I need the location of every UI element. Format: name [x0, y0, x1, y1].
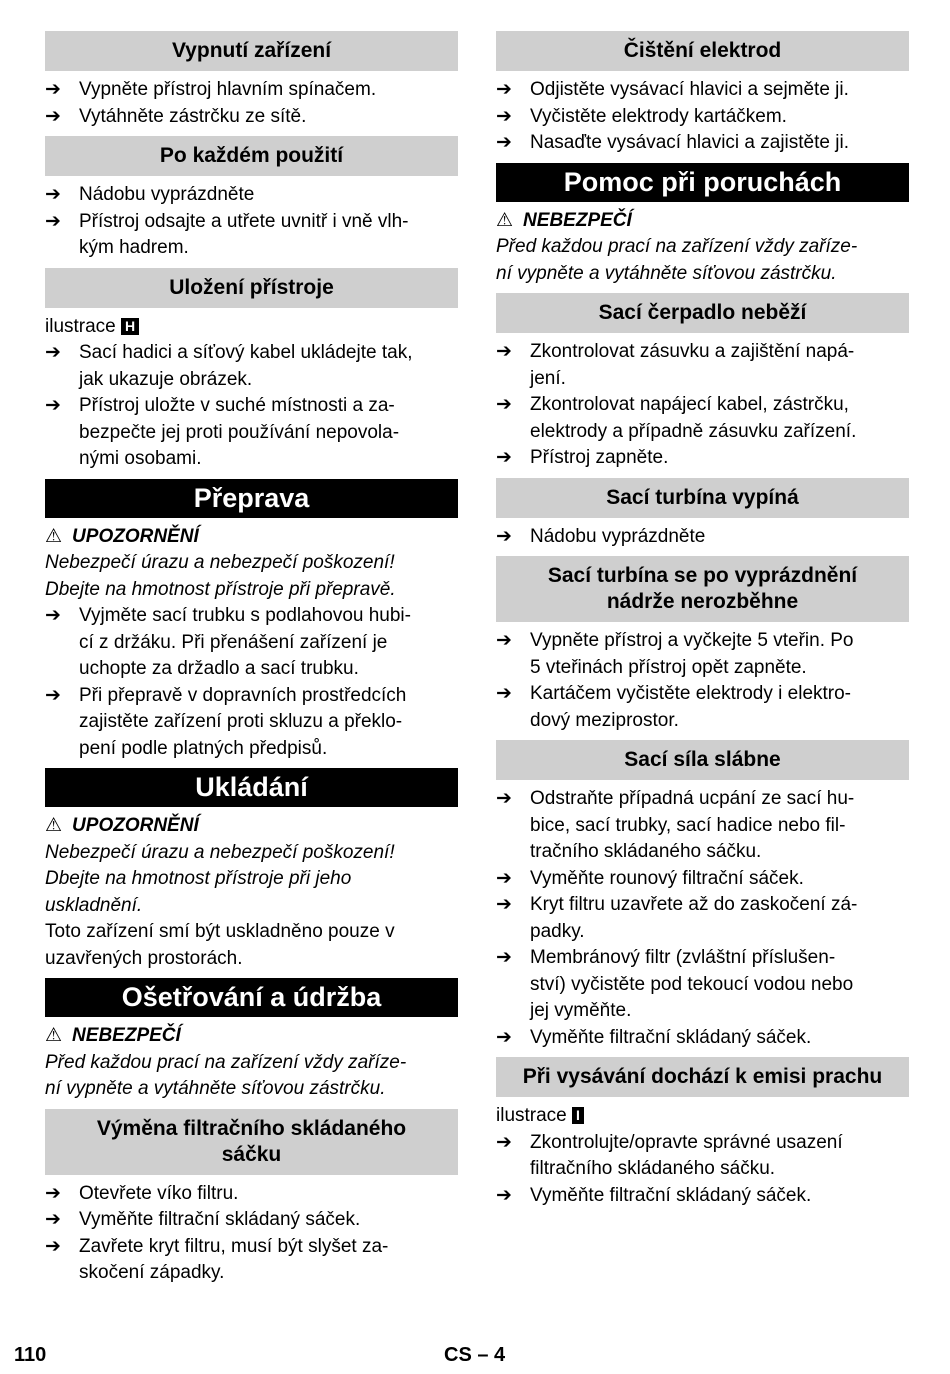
list-item: ➔ Při přepravě v dopravních prostředcích	[45, 683, 458, 710]
illustration-ref: ilustrace H	[45, 314, 458, 341]
heading-pomoc-pri-poruchach: Pomoc při poruchách	[496, 163, 909, 202]
warning-label: ⚠ UPOZORNĚNÍ	[45, 525, 199, 547]
heading-emise-prachu: Při vysávání dochází k emisi prachu	[496, 1057, 909, 1097]
illustration-letter: H	[121, 318, 139, 335]
list-item: ➔ Kryt filtru uzavřete až do zaskočení zá-	[496, 892, 909, 919]
heading-preprava: Přeprava	[45, 479, 458, 518]
list-item-continued: jení.	[530, 367, 566, 389]
arrow-icon: ➔	[496, 867, 512, 889]
list-item: ➔ Zkontrolovat zásuvku a zajištění napá-	[496, 339, 909, 366]
arrow-icon: ➔	[45, 184, 61, 205]
list-item-continued: filtračního skládaného sáčku.	[530, 1158, 776, 1179]
list-item-continued: dový meziprostor.	[530, 709, 679, 731]
arrow-icon: ➔	[45, 79, 61, 100]
heading-saci-sila-slabne: Sací síla slábne	[496, 740, 909, 780]
heading-ukladani: Ukládání	[45, 768, 458, 807]
list-item: ➔ Vypněte přístroj a vyčkejte 5 vteřin. Po	[496, 628, 909, 655]
arrow-icon: ➔	[496, 79, 512, 100]
heading-osetrovani: Ošetřování a údržba	[45, 978, 458, 1017]
arrow-icon: ➔	[45, 395, 61, 416]
heading-saci-turbina-vypina: Sací turbína vypíná	[496, 478, 909, 518]
list-item: ➔ Přístroj odsajte a utřete uvnitř i vně vlh-	[45, 209, 458, 236]
list-item: ➔ Vyměňte filtrační skládaný sáček.	[496, 1183, 909, 1210]
list-item-continued: kým hadrem.	[79, 237, 189, 258]
list-item-continued: padky.	[530, 920, 585, 942]
arrow-icon: ➔	[496, 788, 512, 809]
list-item-continued: bezpečte jej proti používání nepovola-	[79, 421, 400, 443]
arrow-icon: ➔	[496, 394, 512, 415]
warning-text: ní vypněte a vytáhněte síťovou zástrčku.	[45, 1078, 386, 1099]
list-item-continued: uchopte za držadlo a sací trubku.	[79, 658, 359, 679]
warning-text: ní vypněte a vytáhněte síťovou zástrčku.	[496, 262, 837, 284]
arrow-icon: ➔	[496, 341, 512, 362]
warning-label: ⚠ NEBEZPEČÍ	[496, 209, 632, 231]
warning-icon: ⚠	[496, 209, 514, 231]
warning-text: Dbejte na hmotnost přístroje při přepravě.	[45, 578, 396, 600]
arrow-icon: ➔	[45, 605, 61, 626]
arrow-icon: ➔	[496, 1026, 512, 1048]
body-text: uzavřených prostorách.	[45, 947, 243, 969]
list-item: ➔ Zkontrolovat napájecí kabel, zástrčku,	[496, 392, 909, 419]
heading-saci-cerpadlo: Sací čerpadlo neběží	[496, 293, 909, 333]
list-item: ➔ Nasaďte vysávací hlavici a zajistěte ji.	[496, 130, 909, 157]
arrow-icon: ➔	[496, 947, 512, 968]
list-item-continued: cí z držáku. Při přenášení zařízení je	[79, 631, 388, 653]
arrow-icon: ➔	[45, 684, 61, 706]
heading-saci-turbina-nerozbehne: Sací turbína se po vyprázdnění nádrže nerozběhne	[496, 556, 909, 622]
arrow-icon: ➔	[496, 683, 512, 704]
list-item: ➔ Kartáčem vyčistěte elektrody i elektro-	[496, 681, 909, 708]
arrow-icon: ➔	[45, 210, 61, 232]
list-item-continued: jak ukazuje obrázek.	[79, 368, 253, 390]
heading-vypnuti: Vypnutí zařízení	[45, 31, 458, 71]
arrow-icon: ➔	[45, 1182, 61, 1204]
list-item: ➔ Membránový filtr (zvláštní příslušen-	[496, 945, 909, 972]
list-item-continued: pení podle platných předpisů.	[79, 737, 328, 759]
list-item: ➔ Nádobu vyprázdněte	[45, 182, 458, 209]
body-text: Toto zařízení smí být uskladněno pouze v	[45, 921, 395, 942]
arrow-icon: ➔	[496, 630, 512, 651]
warning-label: ⚠ UPOZORNĚNÍ	[45, 815, 199, 836]
warning-text: Dbejte na hmotnost přístroje při jeho	[45, 868, 352, 889]
list-item-continued: jej vyměňte.	[530, 1000, 632, 1021]
warning-text: Před každou prací na zařízení vždy zaříze-	[45, 1051, 407, 1073]
list-item-continued: nými osobami.	[79, 448, 202, 469]
warning-icon: ⚠	[45, 815, 63, 836]
list-item: ➔ Vyčistěte elektrody kartáčkem.	[496, 104, 909, 131]
arrow-icon: ➔	[45, 105, 61, 127]
list-item: ➔ Vyměňte filtrační skládaný sáček.	[45, 1207, 458, 1234]
list-item-continued: bice, sací trubky, sací hadice nebo fil-	[530, 814, 846, 836]
arrow-icon: ➔	[45, 1209, 61, 1230]
list-item: ➔ Vyměňte rounový filtrační sáček.	[496, 866, 909, 893]
arrow-icon: ➔	[496, 447, 512, 468]
heading-vymena-filtru: Výměna filtračního skládaného sáčku	[45, 1109, 458, 1175]
list-item: ➔ Přístroj zapněte.	[496, 445, 909, 472]
list-item-continued: elektrody a případně zásuvku zařízení.	[530, 420, 857, 442]
list-item: ➔ Vypněte přístroj hlavním spínačem.	[45, 77, 458, 104]
list-item: ➔ Nádobu vyprázdněte	[496, 524, 909, 551]
arrow-icon: ➔	[496, 525, 512, 547]
heading-cisteni-elektrod: Čištění elektrod	[496, 31, 909, 71]
warning-label: ⚠ NEBEZPEČÍ	[45, 1025, 181, 1046]
arrow-icon: ➔	[45, 342, 61, 363]
warning-text: Před každou prací na zařízení vždy zaříze-	[496, 236, 858, 257]
arrow-icon: ➔	[496, 894, 512, 915]
list-item: ➔ Zavřete kryt filtru, musí být slyšet za-	[45, 1234, 458, 1261]
arrow-icon: ➔	[45, 1235, 61, 1257]
list-item: ➔ Odjistěte vysávací hlavici a sejměte ji.	[496, 77, 909, 104]
warning-icon: ⚠	[45, 525, 63, 547]
list-item: ➔ Vyjměte sací trubku s podlahovou hubi-	[45, 603, 458, 630]
warning-text: uskladnění.	[45, 894, 143, 916]
list-item: ➔ Vytáhněte zástrčku ze sítě.	[45, 104, 458, 131]
arrow-icon: ➔	[496, 1131, 512, 1153]
illustration-ref: ilustrace I	[496, 1103, 909, 1130]
list-item-continued: ství) vyčistěte pod tekoucí vodou nebo	[530, 973, 854, 995]
list-item: ➔ Sací hadici a síťový kabel ukládejte tak,	[45, 340, 458, 367]
arrow-icon: ➔	[496, 132, 512, 153]
list-item-continued: skočení západky.	[79, 1262, 225, 1283]
page-number: 110	[14, 1344, 47, 1366]
left-column	[45, 31, 458, 1287]
list-item: ➔ Přístroj uložte v suché místnosti a za-	[45, 393, 458, 420]
arrow-icon: ➔	[496, 105, 512, 127]
page-section-label: CS – 4	[444, 1344, 506, 1366]
warning-text: Nebezpečí úrazu a nebezpečí poškození!	[45, 552, 395, 573]
warning-text: Nebezpečí úrazu a nebezpečí poškození!	[45, 841, 395, 863]
heading-po-kazdem-pouziti: Po každém použití	[45, 136, 458, 176]
list-item-continued: 5 vteřinách přístroj opět zapněte.	[530, 656, 807, 678]
list-item-continued: tračního skládaného sáčku.	[530, 841, 762, 862]
warning-icon: ⚠	[45, 1025, 63, 1046]
right-column	[496, 31, 909, 1209]
heading-ulozeni: Uložení přístroje	[45, 268, 458, 308]
arrow-icon: ➔	[496, 1184, 512, 1206]
list-item: ➔ Otevřete víko filtru.	[45, 1181, 458, 1208]
list-item-continued: zajistěte zařízení proti skluzu a překlo-	[79, 711, 403, 732]
list-item: ➔ Odstraňte případná ucpání ze sací hu-	[496, 786, 909, 813]
list-item: ➔ Vyměňte filtrační skládaný sáček.	[496, 1025, 909, 1052]
list-item: ➔ Zkontrolujte/opravte správné usazení	[496, 1130, 909, 1157]
illustration-letter: I	[572, 1107, 584, 1124]
